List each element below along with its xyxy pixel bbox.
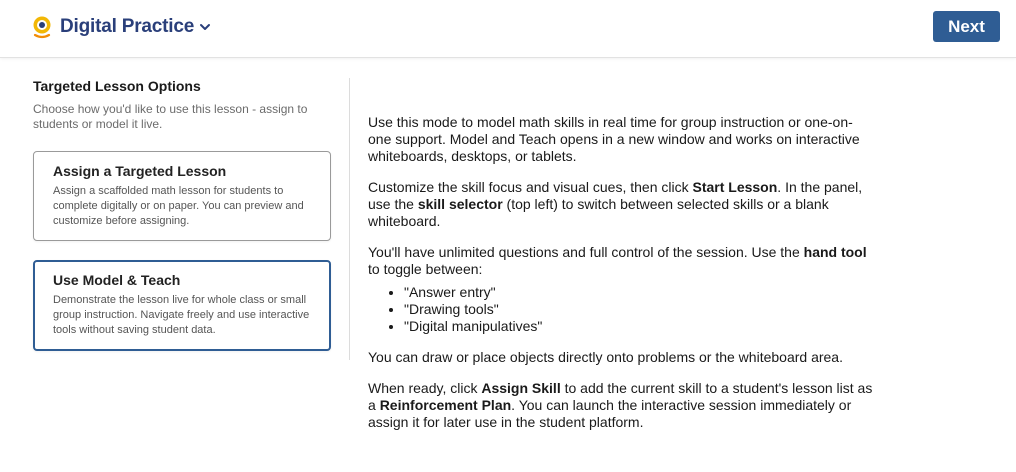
panel-divider [349,78,350,360]
top-bar [0,0,1016,58]
option-card-model-and-teach[interactable] [33,260,331,351]
option-description: Assign a scaffolded math lesson for students to complete digitally or on paper. You can preview and customize before assigning. [53,185,304,227]
option-description: Demonstrate the lesson live for whole class or small group instruction. Navigate freely and use interactive tools without saving student data. [53,294,310,336]
mode-description [368,114,874,445]
panel-subtitle: Choose how you'd like to use this lesson - assign to students or model it live. [33,102,308,131]
description-paragraph: When ready, click Assign Skill to add the current skill to a student's lesson list as a Reinforcement Plan. You can launch the interactive session immediately or assign it for later use in the student platform. [368,380,873,430]
hand-tool-modes-list [404,284,874,335]
app-title: Digital Practice [60,16,195,37]
lesson-options-panel [33,78,333,132]
description-paragraph: Use this mode to model math skills in real time for group instruction or one-on-one support. Model and Teach opens in a new window and works on interactive whiteboards, desktops, or tablets. [368,114,860,164]
option-card-assign-targeted-lesson[interactable] [33,151,331,241]
option-title: Use Model & Teach [53,272,181,288]
next-button[interactable]: Next [933,11,1000,42]
list-item: • "Digital manipulatives" [404,318,874,335]
list-item: • "Drawing tools" [404,301,874,318]
description-paragraph: Customize the skill focus and visual cues, then click Start Lesson. In the panel, use the skill selector (top left) to switch between selected skills or a blank whiteboard. [368,179,863,229]
owl-logo-icon [32,14,52,40]
app-switcher[interactable] [32,14,212,40]
panel-title: Targeted Lesson Options [33,78,201,94]
description-paragraph: You'll have unlimited questions and full control of the session. Use the hand tool to toggle between: [368,244,867,277]
chevron-down-icon [198,20,212,34]
description-paragraph: You can draw or place objects directly onto problems or the whiteboard area. [368,349,843,365]
option-title: Assign a Targeted Lesson [53,163,227,179]
list-item: • "Answer entry" [404,284,874,301]
